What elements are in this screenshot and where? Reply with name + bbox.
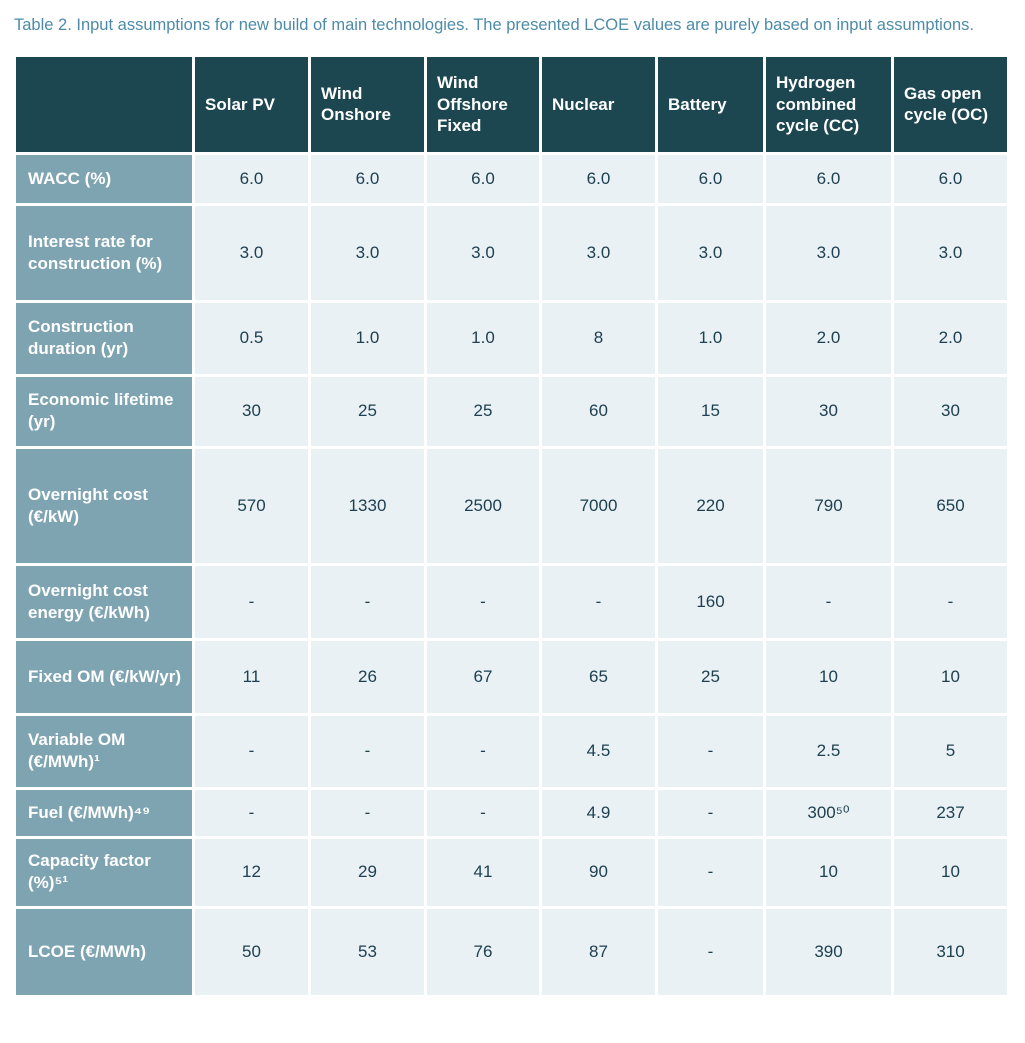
table-cell: - bbox=[658, 716, 763, 787]
table-cell: 2500 bbox=[427, 449, 539, 563]
row-header-variable-om: Variable OM (€/MWh)¹ bbox=[16, 716, 192, 787]
table-cell: 10 bbox=[766, 839, 891, 906]
table-cell: 390 bbox=[766, 909, 891, 995]
table-cell: 1.0 bbox=[427, 303, 539, 374]
table-cell: - bbox=[894, 566, 1007, 638]
table-row-interest-rate bbox=[16, 206, 1007, 300]
table-cell: 6.0 bbox=[195, 155, 308, 203]
row-header-interest-rate: Interest rate for construction (%) bbox=[16, 206, 192, 300]
table-cell: 67 bbox=[427, 641, 539, 713]
table-cell: 87 bbox=[542, 909, 655, 995]
table-cell: 5 bbox=[894, 716, 1007, 787]
table-caption: Table 2. Input assumptions for new build of main technologies. The presented LCOE values are purely based on input assumptions. bbox=[14, 16, 975, 34]
table-row-economic-lifetime bbox=[16, 377, 1007, 446]
table-cell: 41 bbox=[427, 839, 539, 906]
table-cell: 50 bbox=[195, 909, 308, 995]
row-header-fuel: Fuel (€/MWh)⁴⁹ bbox=[16, 790, 192, 836]
table-cell: 3.0 bbox=[894, 206, 1007, 300]
table-cell: 2.0 bbox=[894, 303, 1007, 374]
table-cell: 570 bbox=[195, 449, 308, 563]
table-cell: 8 bbox=[542, 303, 655, 374]
table-cell: 12 bbox=[195, 839, 308, 906]
table-cell: 4.9 bbox=[542, 790, 655, 836]
table-cell: 90 bbox=[542, 839, 655, 906]
column-header-gas-oc: Gas open cycle (OC) bbox=[894, 57, 1007, 152]
row-header-overnight-cost: Overnight cost (€/kW) bbox=[16, 449, 192, 563]
table-cell: 6.0 bbox=[427, 155, 539, 203]
table-cell: 0.5 bbox=[195, 303, 308, 374]
column-header-wind-onshore: Wind Onshore bbox=[311, 57, 424, 152]
table-cell: 10 bbox=[894, 641, 1007, 713]
column-header-solar-pv: Solar PV bbox=[195, 57, 308, 152]
table-cell: 25 bbox=[311, 377, 424, 446]
table-cell: 237 bbox=[894, 790, 1007, 836]
table-cell: 1.0 bbox=[658, 303, 763, 374]
table-cell: 6.0 bbox=[311, 155, 424, 203]
table-cell: 25 bbox=[658, 641, 763, 713]
row-header-economic-lifetime: Economic lifetime (yr) bbox=[16, 377, 192, 446]
table-cell: - bbox=[766, 566, 891, 638]
table-cell: 3.0 bbox=[766, 206, 891, 300]
table-cell: 7000 bbox=[542, 449, 655, 563]
table-cell: 10 bbox=[766, 641, 891, 713]
table-cell: 10 bbox=[894, 839, 1007, 906]
table-cell: - bbox=[427, 716, 539, 787]
table-cell: - bbox=[658, 909, 763, 995]
column-header-battery: Battery bbox=[658, 57, 763, 152]
table-cell: 30 bbox=[894, 377, 1007, 446]
row-header-lcoe: LCOE (€/MWh) bbox=[16, 909, 192, 995]
table-cell: 790 bbox=[766, 449, 891, 563]
table-cell: 6.0 bbox=[766, 155, 891, 203]
table-cell: 650 bbox=[894, 449, 1007, 563]
table-cell: 4.5 bbox=[542, 716, 655, 787]
table-cell: - bbox=[311, 790, 424, 836]
table-row-lcoe bbox=[16, 909, 1007, 995]
table-cell: - bbox=[542, 566, 655, 638]
table-cell: 6.0 bbox=[658, 155, 763, 203]
table-cell: - bbox=[195, 716, 308, 787]
table-row-variable-om bbox=[16, 716, 1007, 787]
table-cell: 25 bbox=[427, 377, 539, 446]
table-cell: 1330 bbox=[311, 449, 424, 563]
table-cell: 15 bbox=[658, 377, 763, 446]
table-cell: - bbox=[427, 566, 539, 638]
table-cell: - bbox=[195, 566, 308, 638]
table-cell: 6.0 bbox=[894, 155, 1007, 203]
row-header-construction-duration: Construction duration (yr) bbox=[16, 303, 192, 374]
table-cell: 3.0 bbox=[542, 206, 655, 300]
column-header-empty bbox=[16, 57, 192, 152]
table-cell: 30 bbox=[766, 377, 891, 446]
table-cell: 60 bbox=[542, 377, 655, 446]
table-row-fuel bbox=[16, 790, 1007, 836]
table-cell: 3.0 bbox=[311, 206, 424, 300]
table-row-overnight-cost bbox=[16, 449, 1007, 563]
table-cell: - bbox=[427, 790, 539, 836]
table-cell: 29 bbox=[311, 839, 424, 906]
table-cell: 160 bbox=[658, 566, 763, 638]
table-cell: 3.0 bbox=[658, 206, 763, 300]
header-row bbox=[16, 57, 1007, 152]
table-cell: 2.0 bbox=[766, 303, 891, 374]
table-cell: 30 bbox=[195, 377, 308, 446]
table-cell: 2.5 bbox=[766, 716, 891, 787]
table-cell: 65 bbox=[542, 641, 655, 713]
table-cell: 3.0 bbox=[195, 206, 308, 300]
table-cell: 76 bbox=[427, 909, 539, 995]
row-header-capacity-factor: Capacity factor (%)⁵¹ bbox=[16, 839, 192, 906]
table-cell: - bbox=[311, 566, 424, 638]
column-header-nuclear: Nuclear bbox=[542, 57, 655, 152]
table-cell: 310 bbox=[894, 909, 1007, 995]
table-cell: 11 bbox=[195, 641, 308, 713]
table-cell: 53 bbox=[311, 909, 424, 995]
row-header-overnight-cost-energy: Overnight cost energy (€/kWh) bbox=[16, 566, 192, 638]
table-cell: 1.0 bbox=[311, 303, 424, 374]
table-cell: - bbox=[658, 790, 763, 836]
table-row-overnight-cost-energy bbox=[16, 566, 1007, 638]
table-cell: - bbox=[311, 716, 424, 787]
column-header-hydrogen-cc: Hydrogen combined cycle (CC) bbox=[766, 57, 891, 152]
row-header-wacc: WACC (%) bbox=[16, 155, 192, 203]
table-cell: - bbox=[658, 839, 763, 906]
table-row-construction-duration bbox=[16, 303, 1007, 374]
table-cell: 6.0 bbox=[542, 155, 655, 203]
table-row-wacc bbox=[16, 155, 1007, 203]
table-cell: 26 bbox=[311, 641, 424, 713]
table-row-fixed-om bbox=[16, 641, 1007, 713]
assumptions-table bbox=[13, 54, 1010, 998]
table-cell: - bbox=[195, 790, 308, 836]
table-cell: 220 bbox=[658, 449, 763, 563]
column-header-wind-offshore-fixed: Wind Offshore Fixed bbox=[427, 57, 539, 152]
table-row-capacity-factor bbox=[16, 839, 1007, 906]
table-cell: 3.0 bbox=[427, 206, 539, 300]
table-cell: 300⁵⁰ bbox=[766, 790, 891, 836]
row-header-fixed-om: Fixed OM (€/kW/yr) bbox=[16, 641, 192, 713]
